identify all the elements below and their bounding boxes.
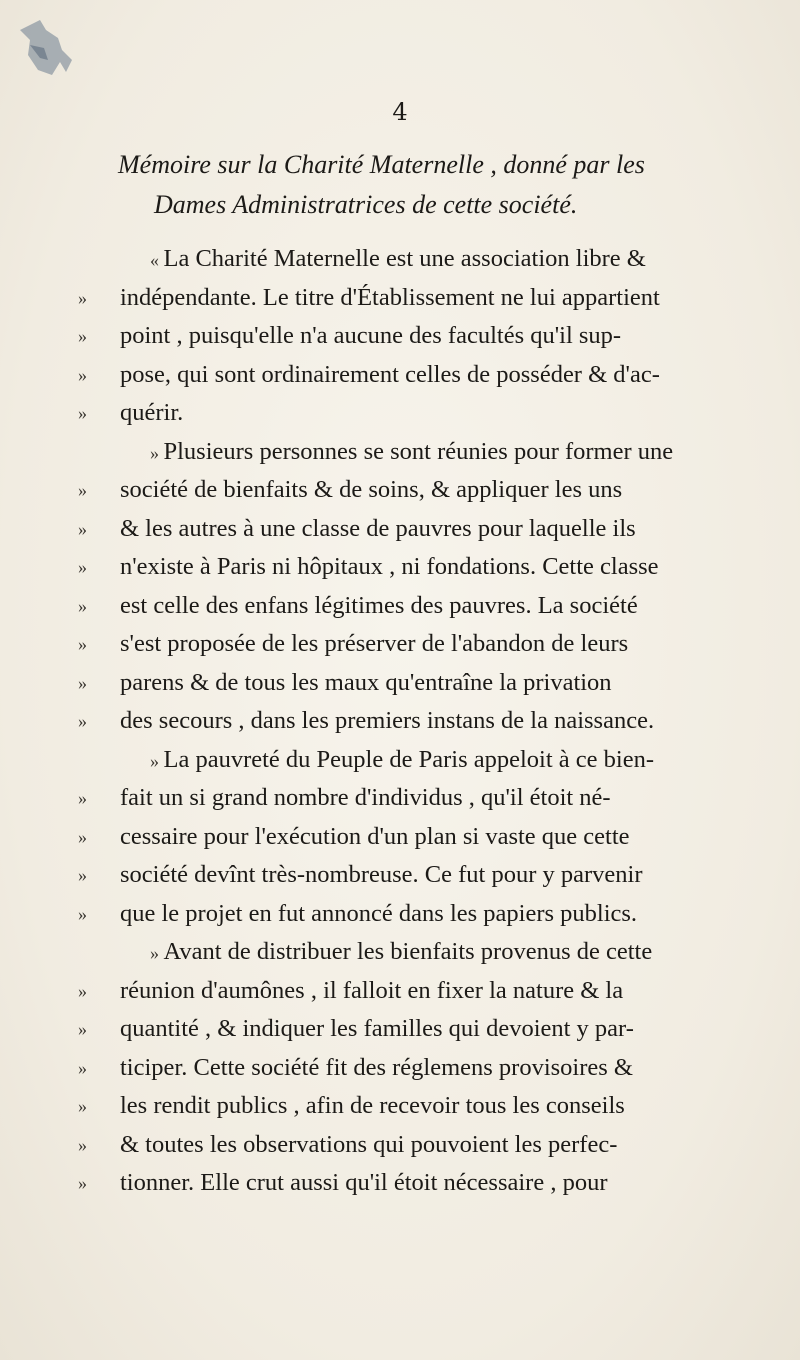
line-text xyxy=(120,548,659,588)
quote-marker: » xyxy=(78,595,87,616)
quote-marker: » xyxy=(78,672,87,693)
line-text xyxy=(120,317,621,357)
text-line xyxy=(78,972,778,1011)
quote-marker: » xyxy=(78,518,87,539)
text-line xyxy=(78,625,778,664)
text-line xyxy=(78,240,778,279)
line-text xyxy=(120,279,660,319)
quote-marker: » xyxy=(78,1057,87,1078)
ink-stain xyxy=(0,0,110,110)
line-content: société devînt très-nombreuse. Ce fut pour y parvenir xyxy=(120,861,643,888)
text-line xyxy=(78,279,778,318)
text-line xyxy=(78,818,778,857)
quote-marker: » xyxy=(78,480,87,500)
heading-line-1: Mémoire sur la Charité Maternelle , donné par les xyxy=(118,150,645,179)
line-text xyxy=(120,587,638,627)
line-content: indépendante. Le titre d'Établissement ne lui appartient xyxy=(120,283,660,311)
text-line xyxy=(78,510,778,549)
line-content: Avant de distribuer les bienfaits provenus de cette xyxy=(163,938,653,965)
text-line xyxy=(78,317,778,356)
quote-marker: » xyxy=(78,788,87,808)
text-line xyxy=(78,741,778,780)
text-line xyxy=(78,394,778,433)
text-line xyxy=(78,433,778,472)
line-content: fait un si grand nombre d'individus , qu'il étoit né- xyxy=(120,784,611,811)
line-content: des secours , dans les premiers instans de la naissance. xyxy=(120,707,655,734)
quote-marker: » xyxy=(78,364,87,385)
quote-marker: » xyxy=(78,403,87,423)
line-content: La Charité Maternelle est une association libre & xyxy=(163,245,646,272)
line-content: quantité , & indiquer les familles qui devoient y par- xyxy=(120,1015,634,1042)
line-content: & les autres à une classe de pauvres pour laquelle ils xyxy=(120,514,636,542)
line-text xyxy=(150,433,673,473)
inline-quote-marker: » xyxy=(150,750,164,771)
line-text xyxy=(120,471,622,511)
line-text xyxy=(120,818,630,858)
line-text xyxy=(120,856,643,896)
quote-marker: » xyxy=(78,826,87,847)
line-content: réunion d'aumônes , il falloit en fixer la nature & la xyxy=(120,976,624,1004)
line-text xyxy=(120,1164,607,1204)
quote-marker: » xyxy=(78,1096,87,1116)
line-text xyxy=(150,933,652,973)
line-text xyxy=(120,1087,625,1127)
quote-marker: » xyxy=(78,557,87,577)
line-content: parens & de tous les maux qu'entraîne la privation xyxy=(120,668,612,696)
text-line xyxy=(78,1126,778,1165)
text-line xyxy=(78,1087,778,1126)
line-content: Plusieurs personnes se sont réunies pour former une xyxy=(163,437,674,465)
line-content: société de bienfaits & de soins, & appliquer les uns xyxy=(120,476,623,503)
line-text xyxy=(120,779,611,819)
line-content: ticiper. Cette société fit des réglemens provisoires & xyxy=(120,1053,633,1081)
quote-marker: » xyxy=(78,634,87,654)
line-text xyxy=(150,741,654,781)
quote-marker: » xyxy=(78,1134,87,1155)
page-number: 4 xyxy=(392,98,408,126)
quote-marker: » xyxy=(78,287,87,308)
heading-line-2: Dames Administratrices de cette société. xyxy=(154,190,578,219)
text-line xyxy=(78,856,778,895)
line-text xyxy=(120,972,623,1012)
line-content: s'est proposée de les préserver de l'abandon de leurs xyxy=(120,630,629,657)
text-line xyxy=(78,471,778,510)
line-content: n'existe à Paris ni hôpitaux , ni fondations. Cette classe xyxy=(120,553,659,580)
line-content: que le projet en fut annoncé dans les papiers publics. xyxy=(120,899,638,927)
line-text xyxy=(120,625,628,665)
text-line xyxy=(78,1010,778,1049)
text-line xyxy=(78,664,778,703)
line-text xyxy=(120,394,183,434)
line-content: pose, qui sont ordinairement celles de posséder & d'ac- xyxy=(120,360,660,388)
line-content: & toutes les observations qui pouvoient les perfec- xyxy=(120,1130,618,1158)
line-text xyxy=(120,702,654,742)
quote-marker: » xyxy=(78,865,87,885)
body-text xyxy=(78,240,778,1203)
quote-marker: » xyxy=(78,980,87,1001)
inline-quote-marker: » xyxy=(150,442,164,463)
text-line xyxy=(78,1164,778,1203)
quote-marker: » xyxy=(78,903,87,924)
text-line xyxy=(78,779,778,818)
text-line xyxy=(78,895,778,934)
quote-marker: » xyxy=(78,711,87,731)
inline-quote-marker: » xyxy=(150,943,164,963)
line-content: est celle des enfans légitimes des pauvres. La société xyxy=(120,591,638,619)
line-text xyxy=(120,510,636,550)
text-line xyxy=(78,587,778,626)
text-line xyxy=(78,1049,778,1088)
quote-marker: » xyxy=(78,1019,87,1039)
line-content: les rendit publics , afin de recevoir tous les conseils xyxy=(120,1092,625,1119)
line-content: La pauvreté du Peuple de Paris appeloit à ce bien- xyxy=(163,745,654,773)
line-content: quérir. xyxy=(120,399,184,426)
line-text xyxy=(120,1126,617,1166)
text-line xyxy=(78,548,778,587)
line-content: cessaire pour l'exécution d'un plan si vaste que cette xyxy=(120,822,630,850)
line-text xyxy=(120,895,637,935)
text-line xyxy=(78,702,778,741)
line-text xyxy=(150,240,646,280)
text-line xyxy=(78,933,778,972)
line-text xyxy=(120,356,660,396)
inline-quote-marker: « xyxy=(150,250,164,270)
line-content: point , puisqu'elle n'a aucune des facultés qu'il sup- xyxy=(120,322,622,349)
text-line xyxy=(78,356,778,395)
quote-marker: » xyxy=(78,1173,87,1193)
line-text xyxy=(120,1049,633,1089)
line-content: tionner. Elle crut aussi qu'il étoit nécessaire , pour xyxy=(120,1169,608,1196)
line-text xyxy=(120,664,612,704)
page-heading xyxy=(118,145,758,225)
quote-marker: » xyxy=(78,326,87,346)
line-text xyxy=(120,1010,634,1050)
